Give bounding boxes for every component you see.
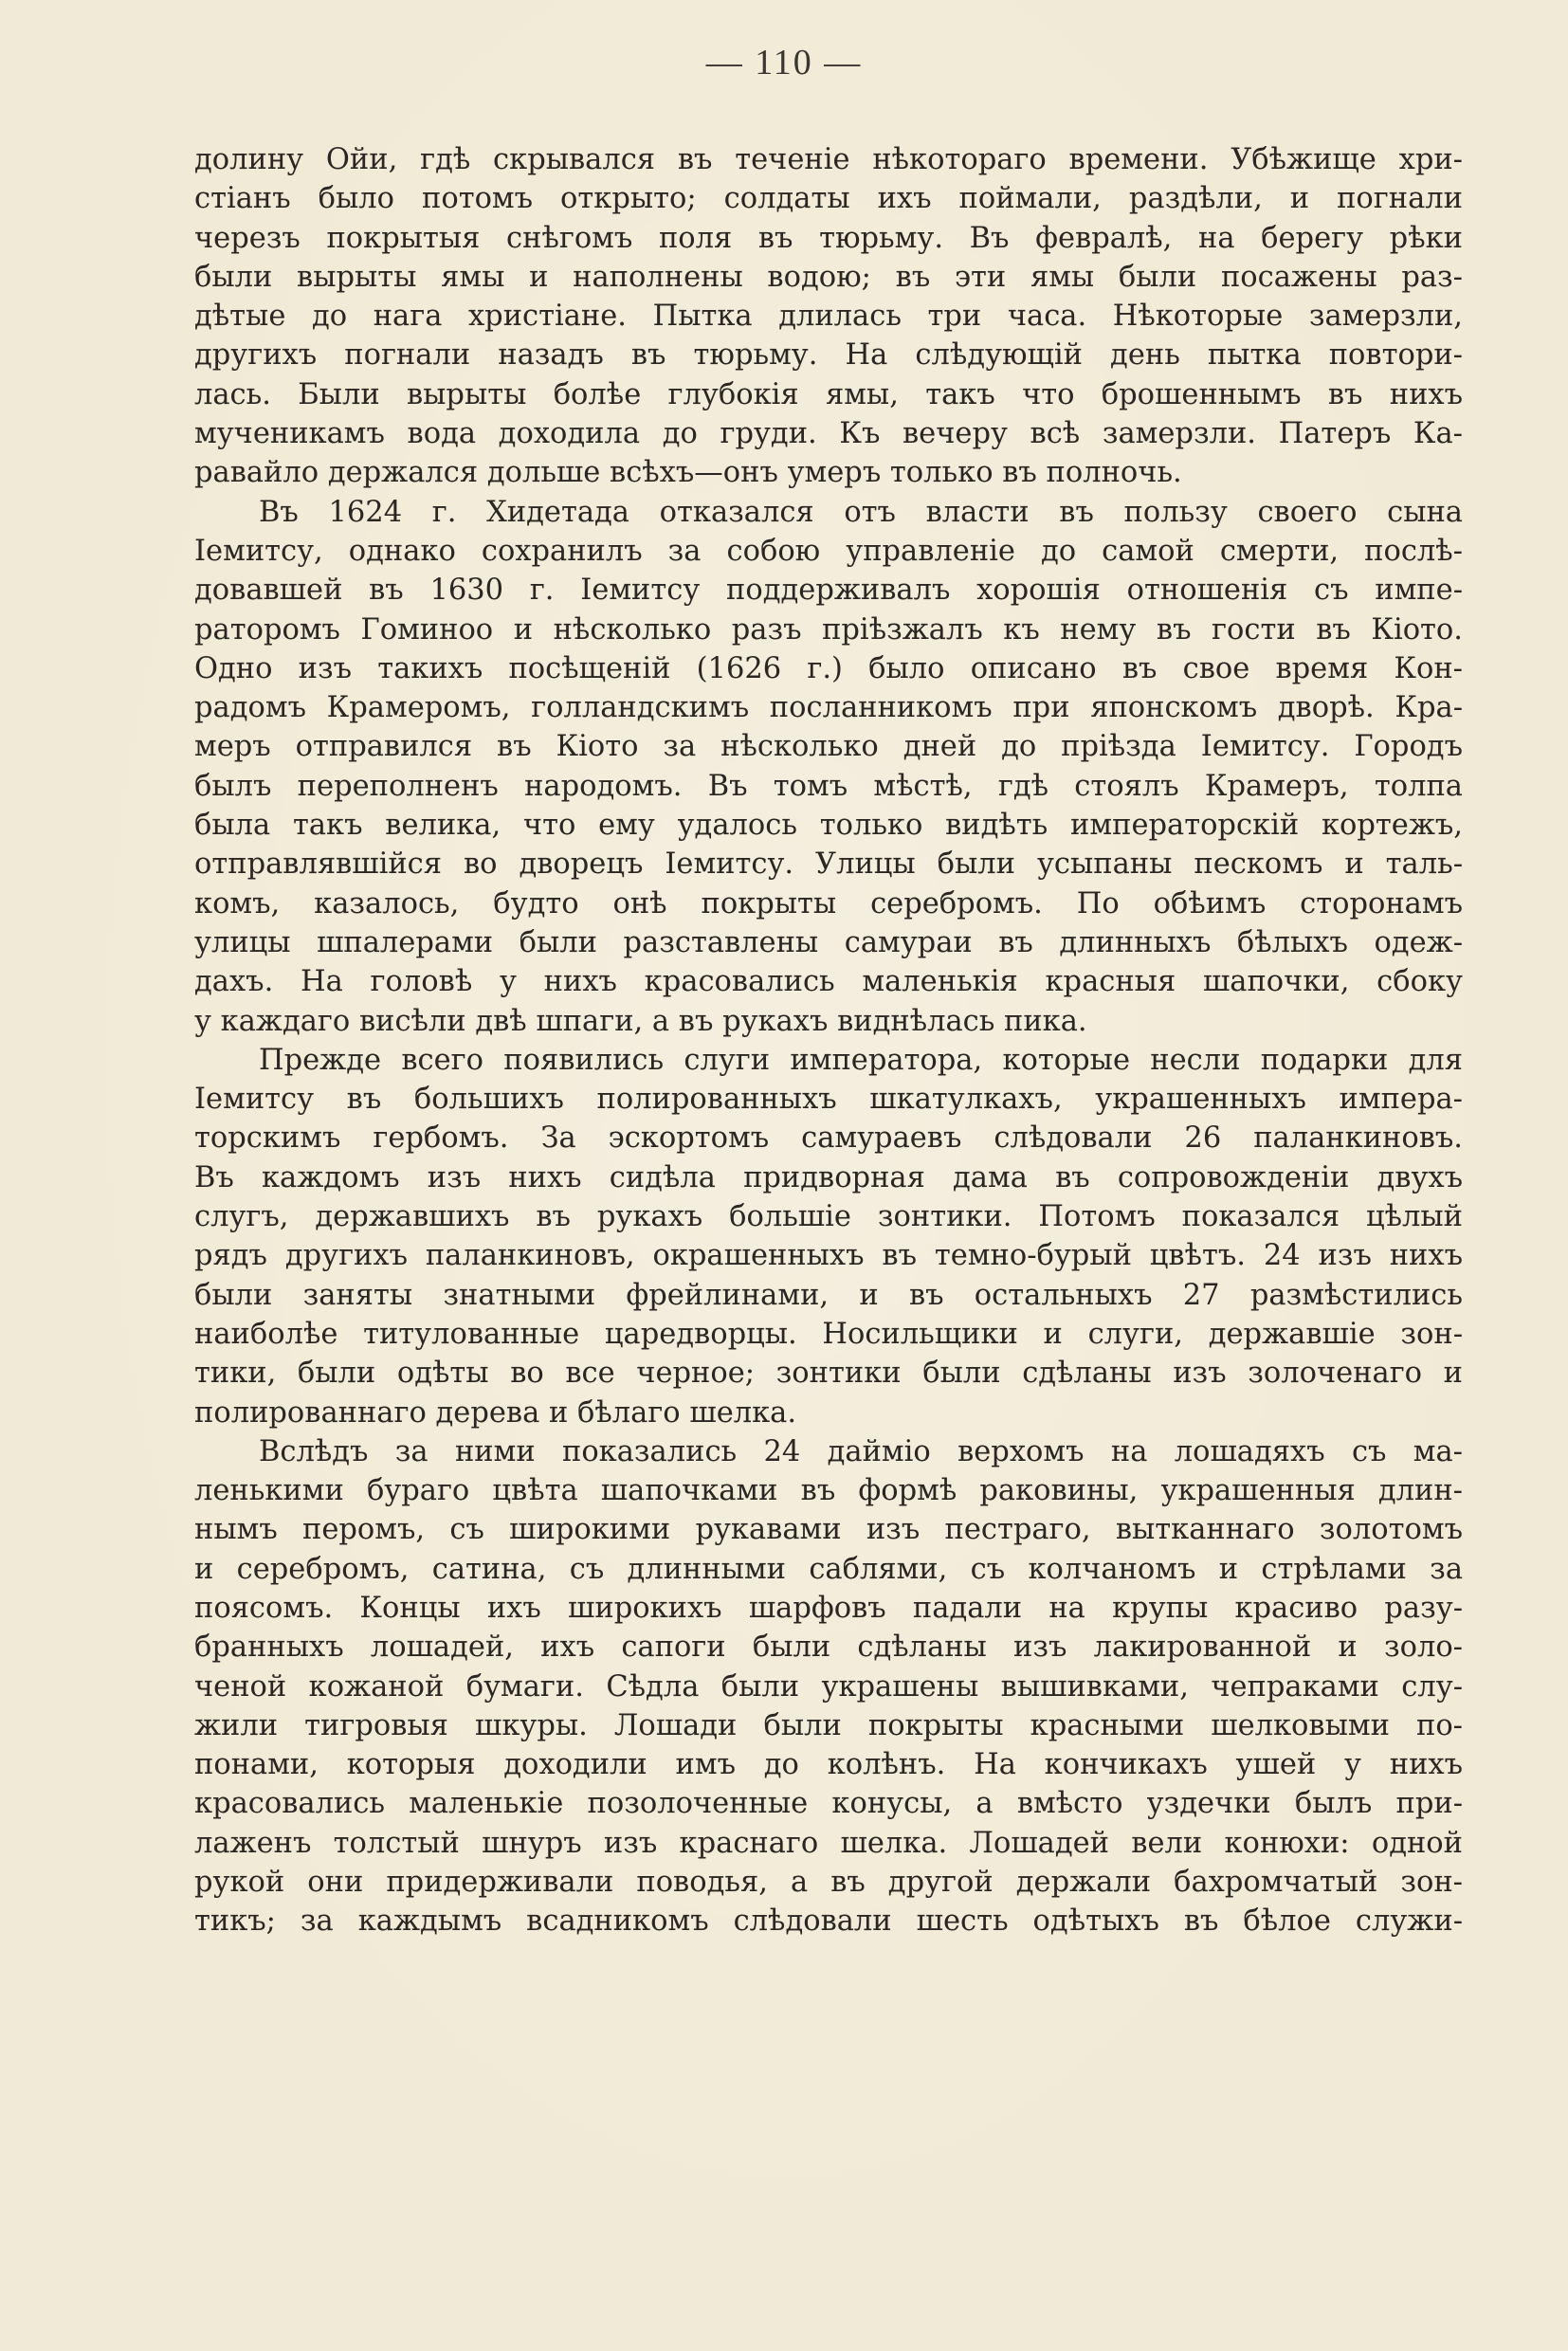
text-line: были заняты знатными фрейлинами, и въ остальныхъ 27 размѣстились [194, 1278, 1463, 1312]
text-line: другихъ погнали назадъ въ тюрьму. На слѣдующій день пытка повтори- [194, 338, 1463, 373]
text-line: наиболѣе титулованные царедворцы. Носильщики и слуги, державшіе зон- [194, 1317, 1463, 1351]
text-line: поясомъ. Концы ихъ широкихъ шарфовъ падали на крупы красиво разу- [194, 1591, 1463, 1625]
text-line: меръ отправился въ Кіото за нѣсколько дней до пріѣзда Іемитсу. Городъ [194, 730, 1463, 764]
text-line: комъ, казалось, будто онѣ покрыты серебромъ. По обѣимъ сторонамъ [194, 886, 1463, 920]
text-line: стіанъ было потомъ открыто; солдаты ихъ поймали, раздѣли, и погнали [194, 182, 1463, 216]
text-line: лаженъ толстый шнуръ изъ краснаго шелка. Лошадей вели конюхи: одной [194, 1826, 1463, 1860]
text-line: Іемитсу въ большихъ полированныхъ шкатулкахъ, украшенныхъ импера- [194, 1083, 1463, 1117]
text-line: торскимъ гербомъ. За эскортомъ самураевъ слѣдовали 26 паланкиновъ. [194, 1121, 1463, 1156]
text-line: полированнаго дерева и бѣлаго шелка. [194, 1395, 797, 1430]
text-line: улицы шпалерами были разставлены самураи въ длинныхъ бѣлыхъ одеж- [194, 925, 1463, 959]
text-line: рядъ другихъ паланкиновъ, окрашенныхъ въ темно-бурый цвѣтъ. 24 изъ нихъ [194, 1239, 1463, 1273]
text-line: Въ 1624 г. Хидетада отказался отъ власти въ пользу своего сына [259, 495, 1463, 529]
text-line: слугъ, державшихъ въ рукахъ большіе зонтики. Потомъ показался цѣлый [194, 1200, 1463, 1234]
text-line: бранныхъ лошадей, ихъ сапоги были сдѣланы изъ лакированной и золо- [194, 1631, 1463, 1665]
text-line: рукой они придерживали поводья, а въ другой держали бахромчатый зон- [194, 1866, 1463, 1900]
text-line: Іемитсу, однако сохранилъ за собою управленіе до самой смерти, послѣ- [194, 534, 1463, 568]
text-line: дахъ. На головѣ у нихъ красовались маленькія красныя шапочки, сбоку [194, 965, 1463, 999]
text-line: дѣтые до нага христіане. Пытка длилась три часа. Нѣкоторые замерзли, [194, 300, 1463, 334]
text-line: раторомъ Гоминоо и нѣсколько разъ пріѣзжалъ къ нему въ гости въ Кіото. [194, 612, 1463, 647]
text-line: тикъ; за каждымъ всадникомъ слѣдовали шесть одѣтыхъ въ бѣлое служи- [194, 1904, 1463, 1939]
page-number: — 110 — [705, 43, 863, 82]
text-line: отправлявшійся во дворецъ Іемитсу. Улицы были усыпаны пескомъ и таль- [194, 847, 1463, 882]
text-line: понами, которыя доходили имъ до колѣнъ. На кончикахъ ушей у нихъ [194, 1748, 1463, 1782]
text-line: довавшей въ 1630 г. Іемитсу поддерживалъ хорошія отношенія съ импе- [194, 574, 1463, 608]
text-line: у каждаго висѣли двѣ шпаги, а въ рукахъ виднѣлась пика. [194, 1004, 1087, 1038]
text-line: мученикамъ вода доходила до груди. Къ вечеру всѣ замерзли. Патеръ Ка- [194, 417, 1463, 451]
text-line: тики, были одѣты во все черное; зонтики были сдѣланы изъ золоченаго и [194, 1357, 1463, 1391]
text-line: былъ переполненъ народомъ. Въ томъ мѣстѣ, гдѣ стоялъ Крамеръ, толпа [194, 769, 1463, 803]
text-line: и серебромъ, сатина, съ длинными саблями, съ колчаномъ и стрѣлами за [194, 1552, 1463, 1586]
text-line: ченой кожаной бумаги. Сѣдла были украшены вышивками, чепраками слу- [194, 1669, 1463, 1704]
text-line: жили тигровыя шкуры. Лошади были покрыты красными шелковыми по- [194, 1708, 1463, 1742]
text-line: Одно изъ такихъ посѣщеній (1626 г.) было описано въ свое время Кон- [194, 651, 1463, 685]
text-line: была такъ велика, что ему удалось только видѣть императорскій кортежъ, [194, 809, 1463, 843]
text-line: долину Ойи, гдѣ скрывался въ теченіе нѣкотораго времени. Убѣжище хри- [194, 143, 1463, 176]
text-line: Прежде всего появились слуги императора, которые несли подарки для [259, 1043, 1463, 1077]
text-line: Въ каждомъ изъ нихъ сидѣла придворная дама въ сопровожденіи двухъ [194, 1160, 1463, 1194]
text-line: нымъ перомъ, съ широкими рукавами изъ пестраго, вытканнаго золотомъ [194, 1513, 1463, 1547]
body-text [194, 140, 1463, 1941]
text-line: равайло держался дольше всѣхъ—онъ умеръ только въ полночь. [194, 456, 1182, 490]
text-line: были вырыты ямы и наполнены водою; въ эти ямы были посажены раз- [194, 260, 1463, 294]
text-line: ленькими бураго цвѣта шапочками въ формѣ раковины, украшенныя длин- [194, 1474, 1463, 1508]
text-line: лась. Были вырыты болѣе глубокія ямы, такъ что брошеннымъ въ нихъ [194, 377, 1463, 411]
text-line: черезъ покрытыя снѣгомъ поля въ тюрьму. Въ февралѣ, на берегу рѣки [194, 221, 1463, 255]
text-line: красовались маленькіе позолоченные конусы, а вмѣсто уздечки былъ при- [194, 1787, 1463, 1821]
text-line: Вслѣдъ за ними показались 24 дайміо верхомъ на лошадяхъ съ ма- [259, 1434, 1463, 1468]
text-line: радомъ Крамеромъ, голландскимъ посланникомъ при японскомъ дворѣ. Кра- [194, 691, 1463, 725]
